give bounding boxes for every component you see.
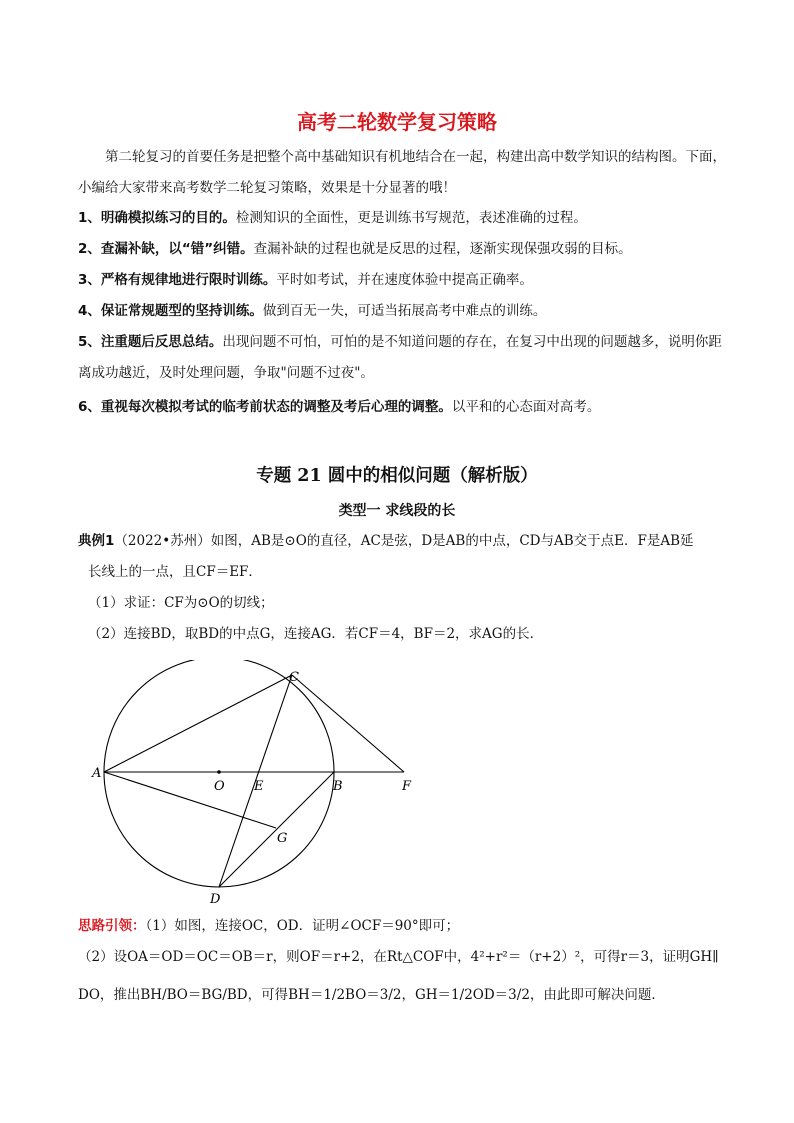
list-item bbox=[78, 265, 728, 296]
item-text: 查漏补缺的过程也就是反思的过程，逐渐实现保强攻弱的目标。 bbox=[253, 241, 632, 257]
label-e: E bbox=[254, 779, 264, 794]
center-point bbox=[217, 770, 221, 774]
question-1: （1）求证：CF为⊙O的切线； bbox=[88, 595, 274, 611]
label-f: F bbox=[402, 779, 412, 794]
item-bold: 2、查漏补缺，以“错”纠错。 bbox=[78, 241, 254, 257]
page-title: 高考二轮数学复习策略 bbox=[297, 110, 497, 134]
item-text: 检测知识的全面性，更是训练书写规范，表述准确的过程。 bbox=[235, 210, 587, 226]
list-item bbox=[78, 296, 728, 327]
geometry-figure bbox=[80, 660, 440, 910]
label-g: G bbox=[277, 831, 288, 846]
list-item bbox=[78, 392, 728, 423]
item-text: 以平和的心态面对高考。 bbox=[451, 399, 601, 415]
item-bold: 3、严格有规律地进行限时训练。 bbox=[78, 272, 277, 288]
hint-line-1 bbox=[78, 911, 728, 942]
item-bold: 6、重视每次模拟考试的临考前状态的调整及考后心理的调整。 bbox=[78, 399, 452, 415]
list-item bbox=[78, 203, 728, 234]
list-item bbox=[78, 327, 728, 389]
label-d: D bbox=[210, 892, 221, 907]
list-item bbox=[78, 234, 728, 265]
item-text: 做到百无一失，可适当拓展高考中难点的训练。 bbox=[262, 303, 547, 319]
label-a: A bbox=[92, 766, 102, 781]
hint-line-2: （2）设OA＝OD＝OC＝OB＝r，则OF＝r+2，在Rt△COF中，4²+r²＝（r+2）²，可得r＝3，证明GH∥ bbox=[78, 949, 719, 965]
item-text: 平时如考试，并在速度体验中提高正确率。 bbox=[276, 272, 533, 288]
example-label: 典例1 bbox=[78, 533, 115, 549]
line-ag bbox=[104, 772, 276, 828]
item-bold: 4、保证常规题型的坚持训练。 bbox=[78, 303, 263, 319]
line-cf bbox=[292, 675, 404, 772]
example-line-2: 长线上的一点，且CF＝EF． bbox=[88, 564, 262, 580]
example-text: （2022•苏州）如图，AB是⊙O的直径，AC是弦，D是AB的中点，CD与AB交于点E．F是AB延 bbox=[114, 533, 694, 549]
item-bold: 5、注重题后反思总结。 bbox=[78, 334, 223, 350]
hint-text: （1）如图，连接OC，OD．证明∠OCF＝90°即可； bbox=[145, 918, 460, 934]
intro-paragraph: 第二轮复习的首要任务是把整个高中基础知识有机地结合在一起，构建出高中数学知识的结构图。下面，小编给大家带来高考数学二轮复习策略，效果是十分显著的哦！ bbox=[78, 149, 726, 196]
label-b: B bbox=[333, 779, 343, 794]
label-c: C bbox=[289, 670, 299, 685]
example-line-1 bbox=[78, 526, 728, 557]
item-bold: 1、明确模拟练习的目的。 bbox=[78, 210, 236, 226]
hint-line-3: DO，推出BH/BO＝BG/BD，可得BH＝1/2BO＝3/2，GH＝1/2OD＝3/2，由此即可解决问题． bbox=[78, 987, 665, 1003]
item-text: 出现问题不可怕，可怕的是不知道问题的存在，在复习中出现的问题越多，说明你距离成功越近，及时处理问题，争取"问题不过夜"。 bbox=[78, 334, 722, 381]
section-subheading: 类型一 求线段的长 bbox=[338, 503, 456, 519]
question-2: （2）连接BD，取BD的中点G，连接AG．若CF＝4，BF＝2，求AG的长． bbox=[88, 626, 544, 642]
hint-label: 思路引领： bbox=[78, 918, 146, 934]
section-heading: 专题 21 圆中的相似问题（解析版） bbox=[256, 466, 538, 486]
line-bd bbox=[219, 772, 334, 887]
label-o: O bbox=[214, 779, 225, 794]
